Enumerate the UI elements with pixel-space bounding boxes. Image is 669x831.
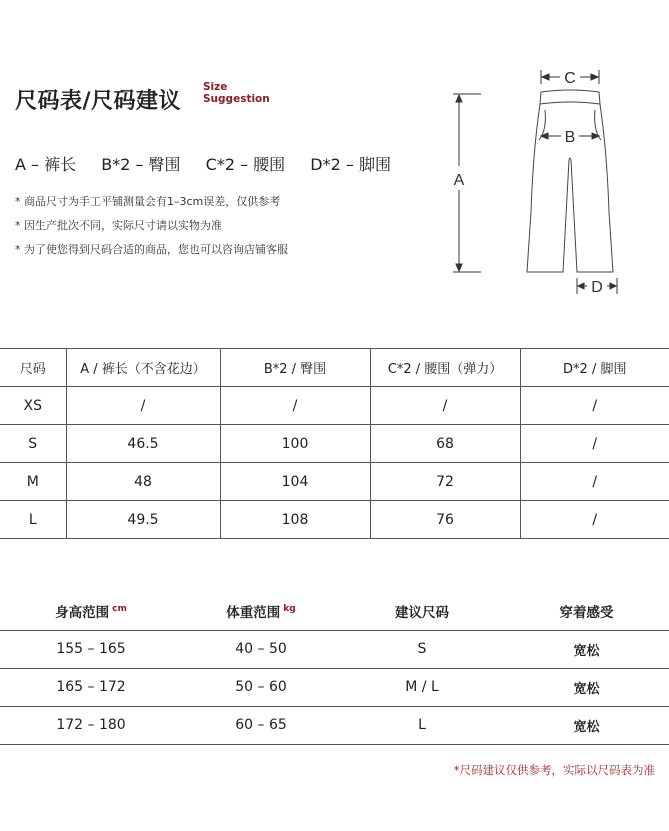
size-cell: S: [0, 425, 66, 463]
length-cell: /: [66, 387, 220, 425]
rec-size-cell: L: [340, 706, 504, 744]
rec-header-height: [0, 592, 182, 630]
size-cell: XS: [0, 387, 66, 425]
waist-cell: 68: [370, 425, 520, 463]
hip-cell: 100: [220, 425, 370, 463]
label-c: C: [564, 70, 576, 87]
weight-cell: 40 – 50: [182, 630, 340, 668]
hip-cell: /: [220, 387, 370, 425]
rec-header-weight-label: 体重范围: [226, 604, 281, 621]
waist-cell: /: [370, 387, 520, 425]
measurement-legend: [15, 152, 411, 175]
rec-header-size: 建议尺码: [340, 592, 504, 630]
unit-kg: kg: [283, 604, 296, 615]
legend-item-a: A – 裤长: [15, 155, 77, 174]
size-header-length: A / 裤长（不含花边）: [66, 349, 220, 387]
length-cell: 48: [66, 463, 220, 501]
title-en-line2: Suggestion: [203, 92, 270, 105]
size-table-header: [0, 349, 669, 387]
title-en-line1: Size: [203, 81, 228, 93]
length-cell: 46.5: [66, 425, 220, 463]
height-cell: 155 – 165: [0, 630, 182, 668]
label-d: D: [591, 279, 603, 296]
page-title-english: [203, 82, 270, 105]
table-row: [0, 668, 669, 706]
label-a: A: [453, 172, 465, 189]
table-row: [0, 630, 669, 668]
table-row: [0, 463, 669, 501]
table-row: [0, 387, 669, 425]
feel-cell: 宽松: [504, 706, 669, 744]
measurement-notes: [15, 195, 288, 267]
height-cell: 165 – 172: [0, 668, 182, 706]
table-row: [0, 501, 669, 539]
footnote: *尺码建议仅供参考，实际以尺码表为准: [453, 763, 655, 777]
rec-header-weight: [182, 592, 340, 630]
rec-size-cell: S: [340, 630, 504, 668]
hem-cell: /: [520, 425, 669, 463]
hip-cell: 108: [220, 501, 370, 539]
size-cell: L: [0, 501, 66, 539]
height-cell: 172 – 180: [0, 706, 182, 744]
hem-cell: /: [520, 463, 669, 501]
size-table: [0, 348, 669, 539]
table-row: [0, 425, 669, 463]
rec-header-height-label: 身高范围: [55, 604, 110, 621]
pants-outline: [527, 90, 613, 272]
feel-cell: 宽松: [504, 668, 669, 706]
weight-cell: 50 – 60: [182, 668, 340, 706]
label-b: B: [564, 129, 576, 146]
hem-cell: /: [520, 387, 669, 425]
size-header-hem: D*2 / 脚围: [520, 349, 669, 387]
hem-cell: /: [520, 501, 669, 539]
waist-cell: 76: [370, 501, 520, 539]
size-header-size: 尺码: [0, 349, 66, 387]
table-row: [0, 706, 669, 744]
length-cell: 49.5: [66, 501, 220, 539]
note-3: * 为了使您得到尺码合适的商品，您也可以咨询店铺客服: [15, 243, 288, 256]
unit-cm: cm: [112, 604, 127, 615]
pants-diagram: [445, 62, 645, 302]
note-2: * 因生产批次不同，实际尺寸请以实物为准: [15, 219, 222, 232]
size-recommendation-table: [0, 592, 669, 745]
legend-item-d: D*2 – 脚围: [310, 155, 391, 174]
rec-table-header: [0, 592, 669, 630]
weight-cell: 60 – 65: [182, 706, 340, 744]
size-header-hip: B*2 / 臀围: [220, 349, 370, 387]
feel-cell: 宽松: [504, 630, 669, 668]
legend-item-b: B*2 – 臀围: [101, 155, 181, 174]
size-header-waist: C*2 / 腰围（弹力）: [370, 349, 520, 387]
rec-header-feel: 穿着感受: [504, 592, 669, 630]
rec-size-cell: M / L: [340, 668, 504, 706]
waist-cell: 72: [370, 463, 520, 501]
legend-item-c: C*2 – 腰围: [205, 155, 286, 174]
hip-cell: 104: [220, 463, 370, 501]
note-1: * 商品尺寸为手工平铺测量会有1–3cm误差，仅供参考: [15, 195, 281, 208]
page-title: 尺码表/尺码建议: [15, 89, 182, 114]
size-cell: M: [0, 463, 66, 501]
